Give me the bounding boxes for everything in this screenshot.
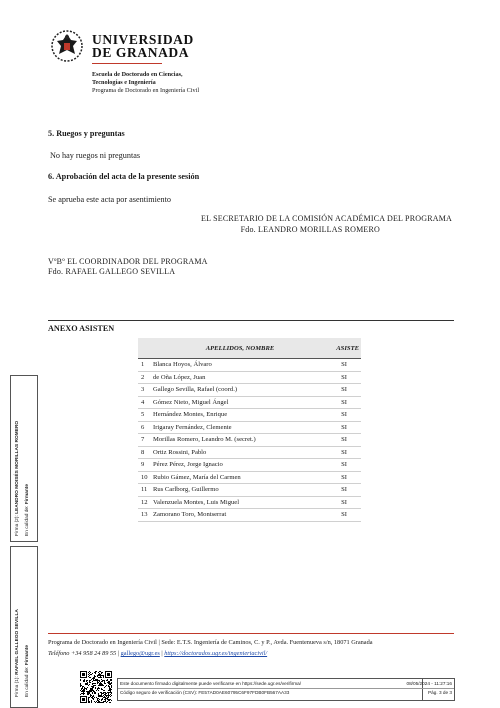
footer-separator-2: | bbox=[161, 650, 163, 657]
university-name-line2: DE GRANADA bbox=[92, 45, 190, 60]
signature-stamp-1 bbox=[10, 546, 38, 708]
table-row bbox=[138, 384, 361, 397]
row-number: 2 bbox=[138, 371, 153, 384]
verification-csv: Código seguro de verificación (CSV): FE57AD0AE60795C6F97FDB0FB567AA33 bbox=[120, 690, 290, 695]
stamp-2-signer bbox=[15, 421, 20, 536]
row-name: Valenzuela Montes, Luis Miguel bbox=[153, 496, 327, 509]
stamp-1-signer-name: RAFAEL GALLEGO SEVILLA bbox=[15, 609, 20, 675]
row-attend: SI bbox=[327, 371, 361, 384]
footer-contact bbox=[48, 650, 267, 657]
stamp-1-signer-label: Firma (1): bbox=[15, 674, 20, 697]
verification-box bbox=[117, 678, 423, 701]
table-row bbox=[138, 459, 361, 472]
row-name: Ortiz Rossini, Pablo bbox=[153, 446, 327, 459]
verification-date: 08/05/2024 - 11:27:16 bbox=[406, 681, 452, 686]
row-number: 1 bbox=[138, 359, 153, 372]
attendance-table bbox=[138, 338, 361, 522]
row-number: 13 bbox=[138, 509, 153, 522]
row-number: 7 bbox=[138, 434, 153, 447]
program-name: Programa de Doctorado en Ingeniería Civil bbox=[92, 87, 200, 94]
secretary-name: Fdo. LEANDRO MORILLAS ROMERO bbox=[240, 225, 380, 234]
row-name: Gallego Sevilla, Rafael (coord.) bbox=[153, 384, 327, 397]
row-attend: SI bbox=[327, 471, 361, 484]
verification-divider bbox=[118, 688, 422, 689]
stamp-1-role-value: Firmante bbox=[25, 644, 30, 666]
table-row bbox=[138, 509, 361, 522]
university-crest-icon bbox=[48, 28, 86, 64]
row-attend: SI bbox=[327, 396, 361, 409]
table-header-row bbox=[138, 338, 361, 359]
footer-separator-1: | bbox=[117, 650, 120, 657]
table-row bbox=[138, 371, 361, 384]
school-name-line1: Escuela de Doctorado en Ciencias, bbox=[92, 71, 183, 78]
stamp-2-role-label: En calidad de: bbox=[25, 504, 30, 536]
table-row bbox=[138, 496, 361, 509]
row-number: 8 bbox=[138, 446, 153, 459]
row-name: Blanca Hoyos, Álvaro bbox=[153, 359, 327, 372]
university-name-line1: UNIVERSIDAD bbox=[92, 32, 194, 47]
verification-meta-box bbox=[406, 678, 455, 701]
section-5-title: 5. Ruegos y preguntas bbox=[48, 129, 125, 138]
footer-phone: Teléfono +34 958 24 89 55 bbox=[48, 650, 117, 657]
row-name: Gómez Nieto, Miguel Ángel bbox=[153, 396, 327, 409]
school-name bbox=[92, 71, 252, 87]
table-row bbox=[138, 484, 361, 497]
header-accent-rule bbox=[92, 63, 162, 64]
stamp-2-role-value: Firmante bbox=[25, 483, 30, 505]
row-name: Morillas Romero, Leandro M. (secret.) bbox=[153, 434, 327, 447]
signature-stamp-2 bbox=[10, 375, 38, 542]
row-number: 10 bbox=[138, 471, 153, 484]
stamp-2-role bbox=[25, 484, 30, 536]
table-row bbox=[138, 359, 361, 372]
row-number: 6 bbox=[138, 421, 153, 434]
verification-page: Pág. 3 de 3 bbox=[428, 690, 452, 695]
header-attend: ASISTE bbox=[327, 338, 361, 359]
table-row bbox=[138, 471, 361, 484]
row-name: Zamorano Toro, Montserrat bbox=[153, 509, 327, 522]
table-row bbox=[138, 396, 361, 409]
row-number: 3 bbox=[138, 384, 153, 397]
footer-web-link[interactable]: https://doctorados.ugr.es/ingenieriacivil/ bbox=[164, 650, 268, 657]
table-row bbox=[138, 421, 361, 434]
section-5-text: No hay ruegos ni preguntas bbox=[50, 151, 141, 160]
school-name-line2: Tecnologías e Ingeniería bbox=[92, 79, 156, 86]
row-number: 5 bbox=[138, 409, 153, 422]
row-attend: SI bbox=[327, 459, 361, 472]
footer-email-link[interactable]: gallego@ugr.es bbox=[120, 650, 160, 657]
footer-rule bbox=[48, 633, 454, 634]
verification-url-text: Este documento firmado digitalmente puede verificarse en https://sede.ugr.es/verifirma/ bbox=[120, 681, 302, 686]
row-attend: SI bbox=[327, 446, 361, 459]
coordinator-name: Fdo. RAFAEL GALLEGO SEVILLA bbox=[48, 267, 176, 276]
qr-code-icon[interactable] bbox=[80, 671, 112, 703]
row-number: 11 bbox=[138, 484, 153, 497]
footer-address: Programa de Doctorado en Ingeniería Civil | Sede: E.T.S. Ingeniería de Caminos, C. y P., Avda. Fuentenueva s/n, 18071 Granada bbox=[48, 639, 373, 646]
row-attend: SI bbox=[327, 496, 361, 509]
section-6-text: Se aprueba este acta por asentimiento bbox=[48, 195, 171, 204]
university-name bbox=[92, 33, 194, 59]
table-row bbox=[138, 446, 361, 459]
row-name: Rubio Gámez, María del Carmen bbox=[153, 471, 327, 484]
verification-meta-divider bbox=[421, 688, 454, 689]
header-name: APELLIDOS, NOMBRE bbox=[153, 338, 327, 359]
row-attend: SI bbox=[327, 509, 361, 522]
row-attend: SI bbox=[327, 434, 361, 447]
annex-rule bbox=[48, 320, 454, 321]
stamp-1-signer bbox=[15, 609, 20, 697]
row-name: Irigaray Fernández, Clemente bbox=[153, 421, 327, 434]
annex-title: ANEXO ASISTEN bbox=[48, 324, 115, 333]
row-name: de Oña López, Juan bbox=[153, 371, 327, 384]
header-number bbox=[138, 338, 153, 359]
row-attend: SI bbox=[327, 409, 361, 422]
table-row bbox=[138, 409, 361, 422]
stamp-2-signer-name: LEANDRO MOISÉS MORILLAS ROMERO bbox=[15, 420, 20, 514]
row-number: 9 bbox=[138, 459, 153, 472]
row-number: 12 bbox=[138, 496, 153, 509]
row-number: 4 bbox=[138, 396, 153, 409]
row-name: Rus Carlborg, Guillermo bbox=[153, 484, 327, 497]
row-attend: SI bbox=[327, 384, 361, 397]
row-attend: SI bbox=[327, 484, 361, 497]
row-attend: SI bbox=[327, 421, 361, 434]
coordinator-title: VºBº EL COORDINADOR DEL PROGRAMA bbox=[48, 257, 208, 266]
stamp-1-role bbox=[25, 645, 30, 697]
stamp-2-signer-label: Firma (2): bbox=[15, 513, 20, 536]
stamp-1-role-label: En calidad de: bbox=[25, 665, 30, 697]
section-6-title: 6. Aprobación del acta de la presente sesión bbox=[48, 172, 200, 181]
secretary-title: EL SECRETARIO DE LA COMISIÓN ACADÉMICA DEL PROGRAMA bbox=[201, 214, 452, 223]
row-name: Pérez Pérez, Jorge Ignacio bbox=[153, 459, 327, 472]
table-row bbox=[138, 434, 361, 447]
row-attend: SI bbox=[327, 359, 361, 372]
row-name: Hernández Montes, Enrique bbox=[153, 409, 327, 422]
